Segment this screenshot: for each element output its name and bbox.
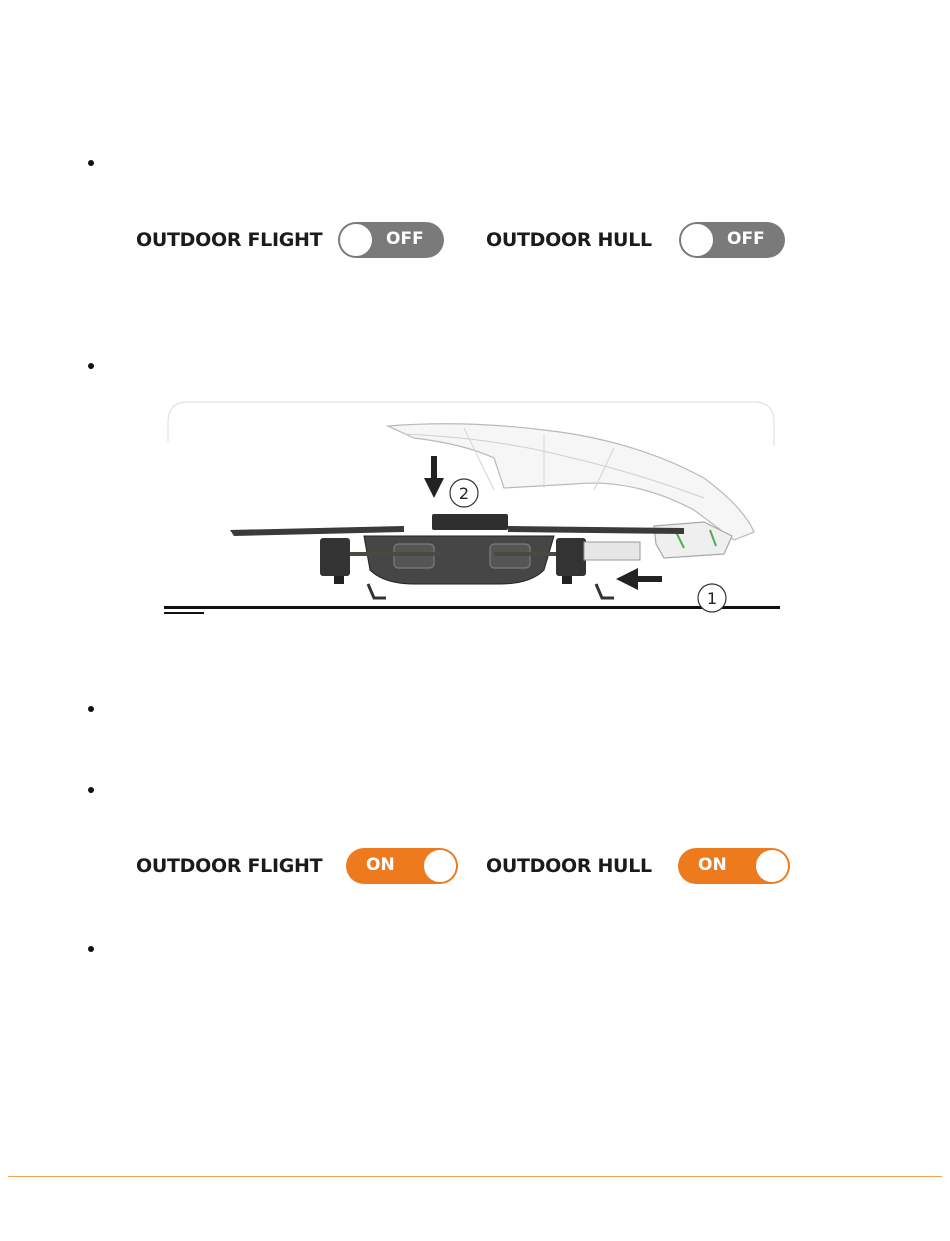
bullet-marker: [88, 706, 94, 712]
drone-hull-diagram: [164, 398, 780, 620]
outdoor-flight-label: OUTDOOR FLIGHT: [136, 855, 323, 877]
bullet-marker: [88, 787, 94, 793]
step-1-number: 1: [706, 589, 718, 608]
outdoor-flight-toggle[interactable]: [346, 848, 458, 884]
slide-in-arrow: [616, 568, 662, 590]
step-2-number: 2: [458, 484, 470, 503]
toggle-row-on: [0, 848, 950, 888]
toggle-state-text: OFF: [386, 229, 424, 249]
outdoor-hull-toggle[interactable]: [679, 222, 785, 258]
hull-installation-illustration: [164, 398, 780, 620]
push-down-arrow: [424, 456, 444, 498]
toggle-knob: [423, 849, 457, 883]
toggle-state-text: ON: [698, 855, 727, 875]
bullet-marker: [88, 160, 94, 166]
toggle-state-text: ON: [366, 855, 395, 875]
outdoor-hull-toggle[interactable]: [678, 848, 790, 884]
outdoor-hull-label: OUTDOOR HULL: [486, 855, 652, 877]
toggle-knob: [680, 223, 714, 257]
bullet-marker: [88, 363, 94, 369]
outdoor-flight-label: OUTDOOR FLIGHT: [136, 229, 323, 251]
toggle-knob: [339, 223, 373, 257]
footer-divider: [8, 1176, 942, 1177]
toggle-knob: [755, 849, 789, 883]
outdoor-flight-toggle[interactable]: [338, 222, 444, 258]
outdoor-hull-label: OUTDOOR HULL: [486, 229, 652, 251]
bullet-marker: [88, 946, 94, 952]
toggle-state-text: OFF: [727, 229, 765, 249]
drone-body: [230, 514, 684, 598]
toggle-row-off: [0, 222, 950, 262]
ground-line: [164, 606, 780, 609]
